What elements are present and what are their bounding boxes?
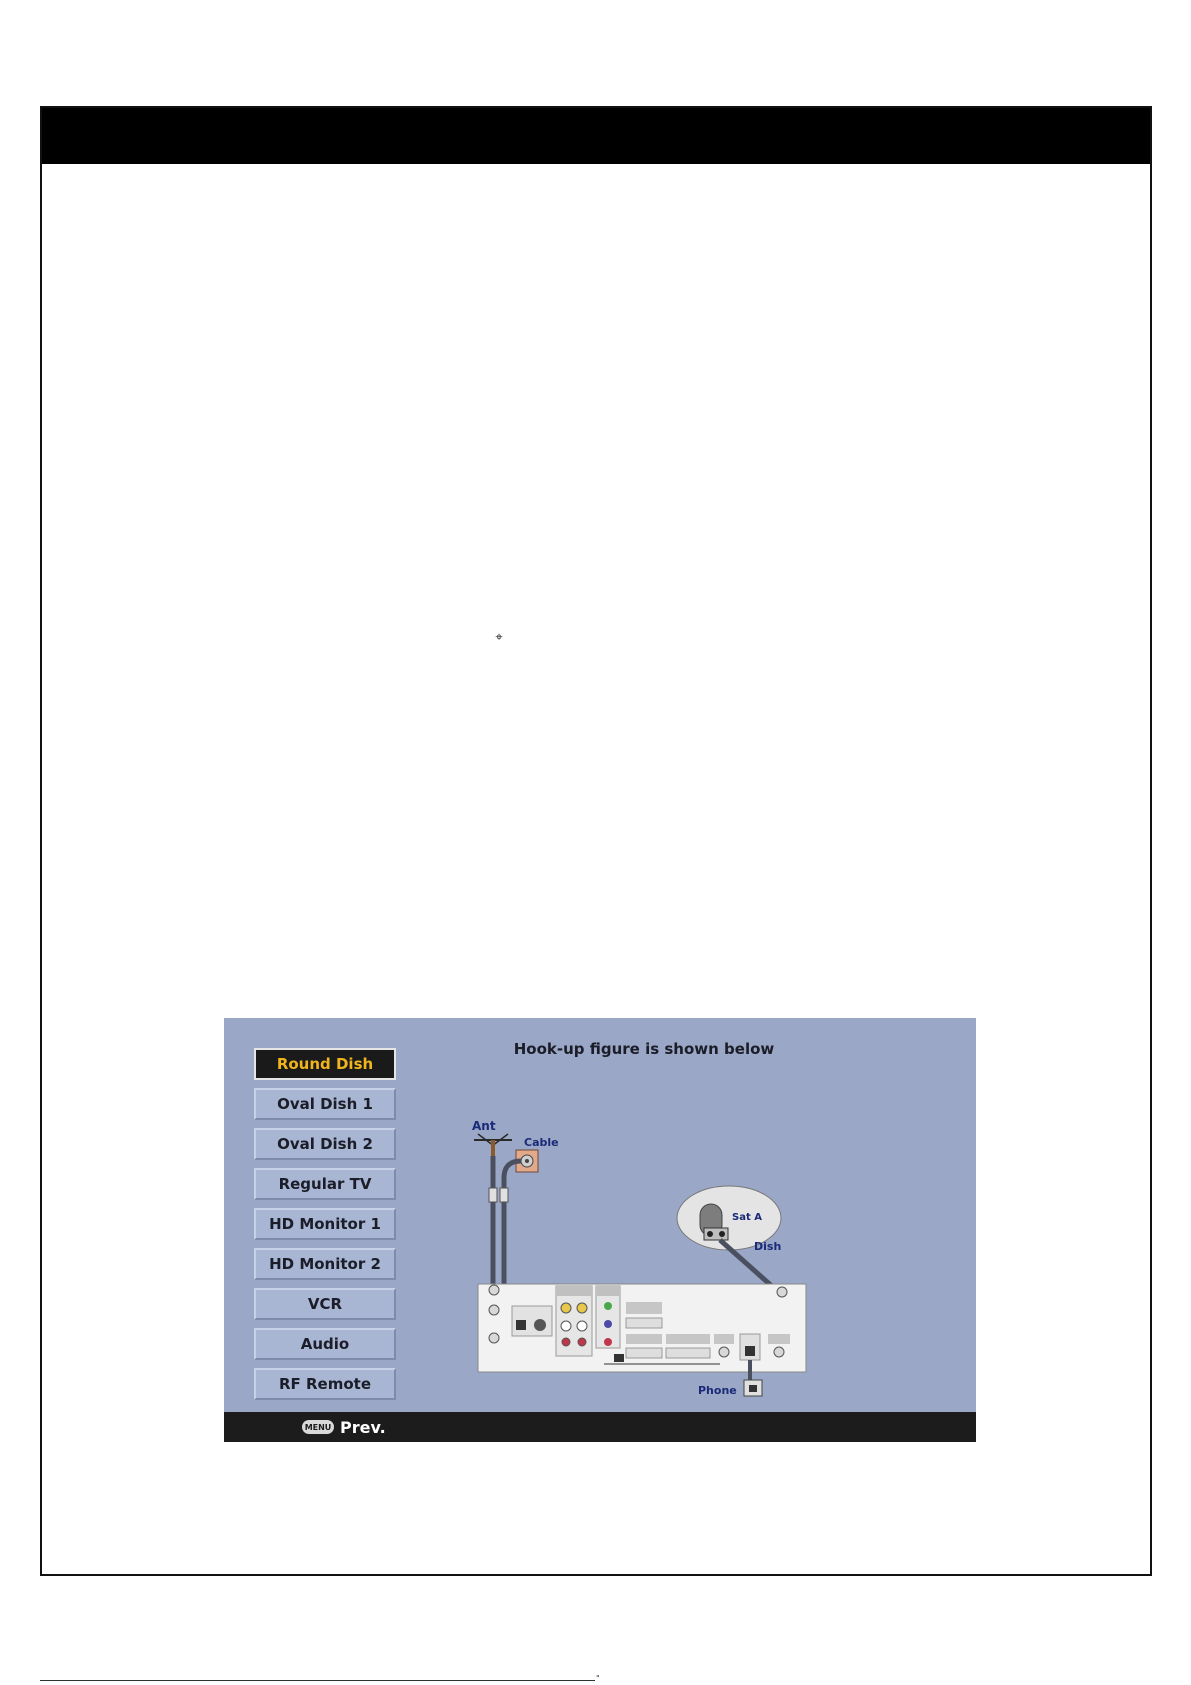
menu-item-oval-dish-2[interactable]: Oval Dish 2 [254,1128,396,1160]
header-bar [42,108,1150,164]
receiver-back-panel [478,1284,806,1372]
menu-item-audio[interactable]: Audio [254,1328,396,1360]
screen-title: Hook-up figure is shown below [513,1040,775,1058]
screen-footer [224,1412,976,1442]
menu-item-oval-dish-1[interactable]: Oval Dish 1 [254,1088,396,1120]
menu-key-icon: MENU [302,1420,334,1434]
menu-item-hd-monitor-2[interactable]: HD Monitor 2 [254,1248,396,1280]
prev-label: Prev. [340,1417,386,1437]
antenna-icon [474,1134,512,1156]
sat-label: Sat A [732,1212,762,1223]
menu-item-round-dish[interactable]: Round Dish [254,1048,396,1080]
phone-label: Phone [698,1384,737,1397]
menu-item-vcr[interactable]: VCR [254,1288,396,1320]
bottom-rule [40,1680,595,1681]
bottom-mark: " [596,1674,600,1683]
prev-button[interactable] [302,1418,386,1437]
dish-label: Dish [754,1240,782,1253]
menu-item-hd-monitor-1[interactable]: HD Monitor 1 [254,1208,396,1240]
cable-label: Cable [524,1136,559,1149]
menu-item-rf-remote[interactable]: RF Remote [254,1368,396,1400]
menu-item-regular-tv[interactable]: Regular TV [254,1168,396,1200]
hookup-menu [254,1048,396,1408]
setup-screen [224,1018,976,1442]
ant-label: Ant [472,1119,496,1133]
crosshair-icon: ⌖ [495,630,503,645]
hookup-diagram [464,1098,964,1418]
